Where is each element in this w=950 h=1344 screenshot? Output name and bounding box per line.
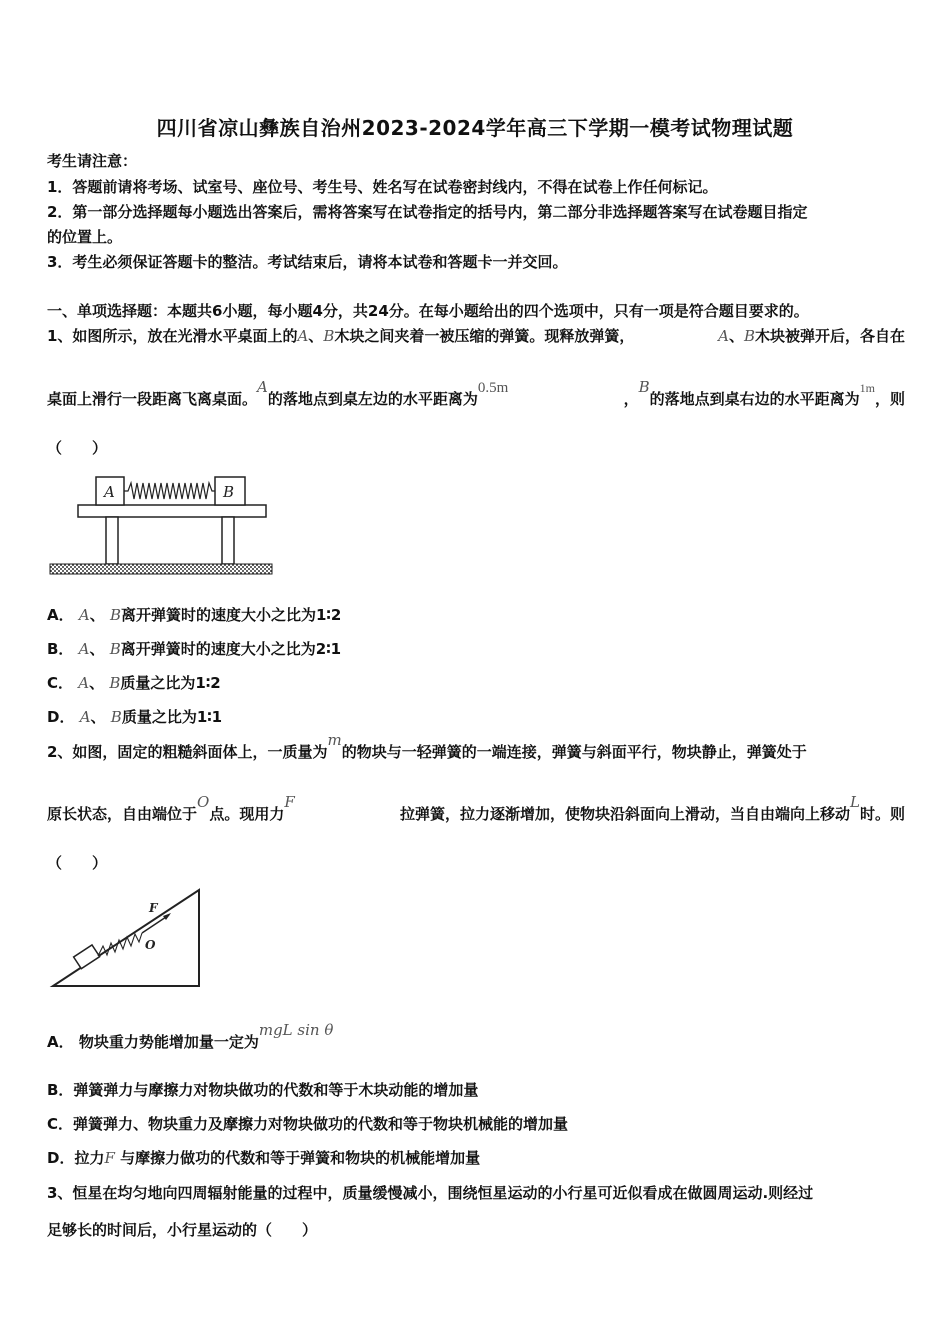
q1-option-c: C． A、 B质量之比为1∶2 [47, 674, 221, 692]
table-top [78, 505, 266, 517]
q1-option-b: B． A、 B离开弹簧时的速度大小之比为2∶1 [47, 640, 342, 658]
section-heading: 一、单项选择题：本题共6小题，每小题4分，共24分。在每小题给出的四个选项中，只有一项是符合题目要求的。 [47, 302, 809, 320]
q1-figure [40, 468, 280, 580]
incline [53, 890, 199, 986]
q2-option-b: B．弹簧弹力与摩擦力对物块做功的代数和等于木块动能的增加量 [47, 1081, 479, 1099]
notice-item: 3．考生必须保证答题卡的整洁。考试结束后，请将本试卷和答题卡一并交回。 [47, 253, 568, 271]
q2-option-a: A． 物块重力势能增加量一定为mgL sin θ [47, 1021, 334, 1051]
q2-answer-bracket: （ ） [47, 854, 108, 872]
spring [124, 483, 215, 499]
q1-option-d: D． A、 B质量之比为1∶1 [47, 708, 223, 726]
q2-option-c: C．弹簧弹力、物块重力及摩擦力对物块做功的代数和等于物块机械能的增加量 [47, 1115, 569, 1133]
page-title: 四川省凉山彝族自治州2023-2024学年高三下学期一模考试物理试题 [156, 116, 794, 140]
q1-line-1: 1、如图所示，放在光滑水平桌面上的A、B木块之间夹着一被压缩的弹簧。现释放弹簧， A、B木块被弹开后，各自在 [47, 327, 905, 345]
q2-line-1: 2、如图，固定的粗糙斜面体上，一质量为m的物块与一轻弹簧的一端连接，弹簧与斜面平行，物块静止，弹簧处于 [47, 731, 807, 761]
block-b-label: B [223, 483, 235, 501]
q1-answer-bracket: （ ） [47, 439, 108, 457]
notice-item: 1．答题前请将考场、试室号、座位号、考生号、姓名写在试卷密封线内，不得在试卷上作任何标记。 [47, 178, 718, 196]
block-a-label: A [104, 483, 115, 501]
q2-line-2: 原长状态，自由端位于O点。现用力F 拉弹簧，拉力逐渐增加，使物块沿斜面向上滑动，当自由端向上移动L时。则 [47, 793, 905, 823]
point-o-label: O [145, 938, 156, 952]
floor [50, 564, 272, 574]
notice-item: 的位置上。 [47, 228, 123, 246]
q2-option-d: D．拉力F 与摩擦力做功的代数和等于弹簧和物块的机械能增加量 [47, 1149, 481, 1167]
table-leg-left [106, 517, 118, 564]
q3-line-2: 足够长的时间后，小行星运动的（ ） [47, 1221, 318, 1239]
notice-heading: 考生请注意： [47, 152, 138, 170]
table-leg-right [222, 517, 234, 564]
force-label: F [149, 901, 158, 915]
q3-line-1: 3、恒星在均匀地向四周辐射能量的过程中，质量缓慢减小，围绕恒星运动的小行星可近似看成在做圆周运动.则经过 [47, 1184, 814, 1202]
q2-figure [45, 882, 210, 992]
q1-line-2: 桌面上滑行一段距离飞离桌面。A的落地点到桌左边的水平距离为0.5m ，B的落地点到桌右边的水平距离为$^{1m}$，则 [47, 378, 905, 408]
q1-option-a: A． A、 B离开弹簧时的速度大小之比为1∶2 [47, 606, 342, 624]
notice-item: 2．第一部分选择题每小题选出答案后，需将答案写在试卷指定的括号内，第二部分非选择题答案写在试卷题目指定 [47, 203, 808, 221]
